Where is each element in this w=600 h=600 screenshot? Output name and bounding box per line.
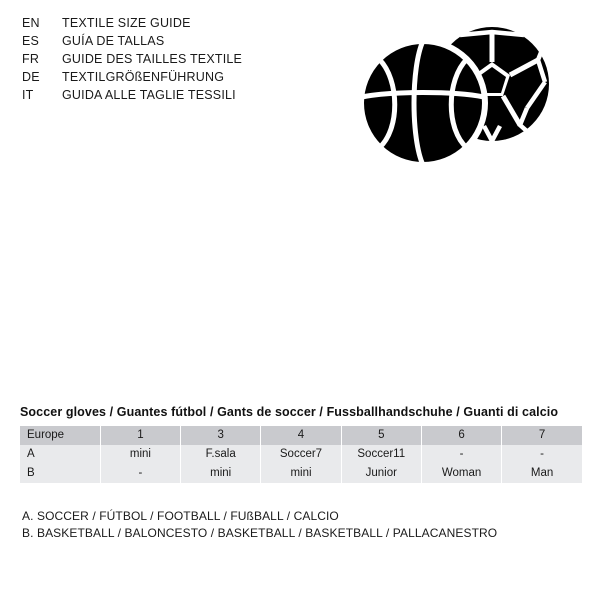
legend-language-text: GUÍA DE TALLAS (62, 34, 165, 48)
language-legend (22, 16, 322, 106)
legend-row (22, 88, 322, 106)
table-row (20, 445, 582, 464)
table-header-cell: Europe (20, 426, 100, 445)
footnote-b: B. BASKETBALL / BALONCESTO / BASKETBALL / BASKETBALL / PALLACANESTRO (22, 526, 498, 540)
footnote-a: A. SOCCER / FÚTBOL / FOOTBALL / FUßBALL / CALCIO (22, 509, 339, 523)
size-table-title: Soccer gloves / Guantes fútbol / Gants de soccer / Fussballhandschuhe / Guanti di calcio (20, 405, 559, 419)
table-cell: Man (502, 464, 582, 483)
table-row-label: A (20, 445, 100, 464)
basketball-and-soccer-ball-illustration (352, 22, 568, 174)
table-cell: - (100, 464, 180, 483)
legend-row (22, 70, 322, 88)
legend-language-text: GUIDE DES TAILLES TEXTILE (62, 52, 243, 66)
table-cell: mini (181, 464, 261, 483)
table-row (20, 464, 582, 483)
table-cell: Woman (421, 464, 501, 483)
table-header-cell: 6 (421, 426, 501, 445)
table-footnotes (22, 508, 562, 542)
legend-language-code: IT (22, 88, 34, 102)
legend-language-code: DE (22, 70, 40, 84)
legend-language-text: TEXTILE SIZE GUIDE (62, 16, 191, 30)
table-header-row (20, 426, 582, 445)
table-cell: Soccer7 (261, 445, 341, 464)
legend-language-code: FR (22, 52, 40, 66)
table-cell: mini (261, 464, 341, 483)
table-header-cell: 4 (261, 426, 341, 445)
table-header-cell: 1 (100, 426, 180, 445)
legend-language-text: TEXTILGRÖßENFÜHRUNG (62, 70, 225, 84)
table-cell: mini (100, 445, 180, 464)
legend-row (22, 16, 322, 34)
size-table (20, 426, 582, 483)
legend-row (22, 52, 322, 70)
table-cell: Junior (341, 464, 421, 483)
table-header-cell: 3 (181, 426, 261, 445)
table-cell: - (502, 445, 582, 464)
legend-row (22, 34, 322, 52)
legend-language-code: EN (22, 16, 40, 30)
size-table-block (20, 405, 582, 483)
basketball-icon (361, 41, 485, 165)
table-cell: Soccer11 (341, 445, 421, 464)
table-row-label: B (20, 464, 100, 483)
table-header-cell: 7 (502, 426, 582, 445)
table-header-cell: 5 (341, 426, 421, 445)
legend-language-code: ES (22, 34, 40, 48)
table-cell: - (421, 445, 501, 464)
legend-language-text: GUIDA ALLE TAGLIE TESSILI (62, 88, 236, 102)
table-cell: F.sala (181, 445, 261, 464)
